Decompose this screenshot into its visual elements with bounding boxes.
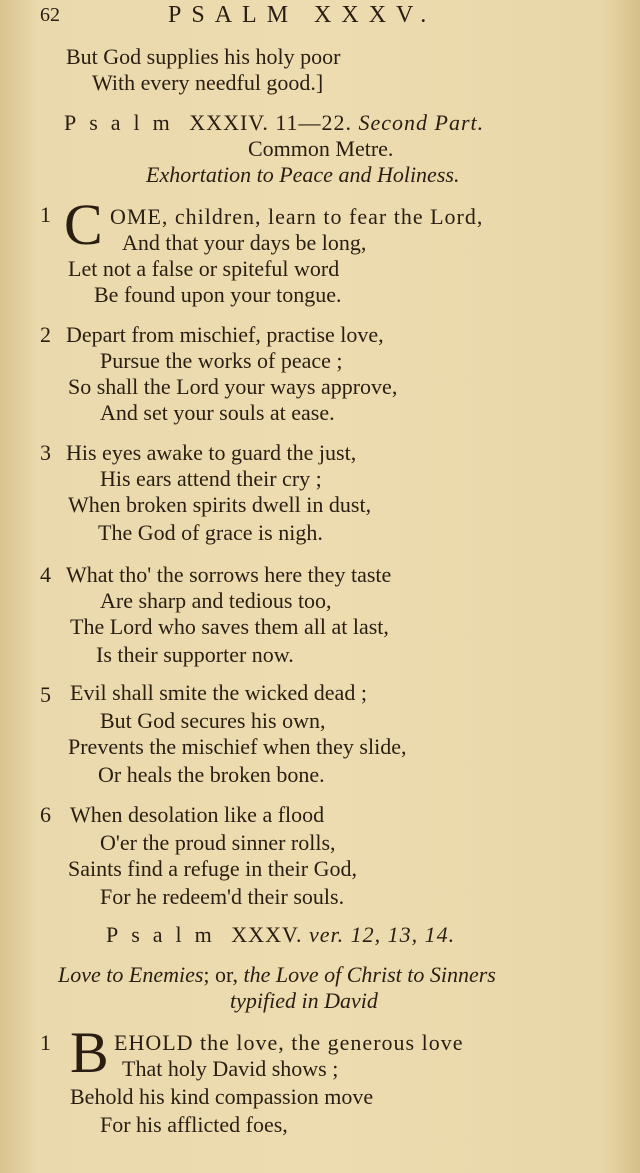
psalm-subject [58,962,496,988]
drop-cap: C [64,192,103,257]
verse-line: And set your souls at ease. [100,400,335,425]
verse-number: 1 [40,1030,51,1055]
verse-line: EHOLD the love, the generous love [114,1030,464,1055]
verse-line: His ears attend their cry ; [100,466,322,491]
verse-line: Saints find a refuge in their God, [68,856,357,881]
verse-line: Are sharp and tedious too, [100,588,332,613]
verse-line: That holy David shows ; [122,1056,339,1081]
psalm-word: Psalm [64,110,183,135]
psalm-subject-cont: typified in David [230,988,378,1013]
psalm-metre: Common Metre. [248,136,394,161]
verse-line: When broken spirits dwell in dust, [68,492,372,517]
psalm-subject: Exhortation to Peace and Holiness. [146,162,460,187]
verse-line: The God of grace is nigh. [98,520,323,545]
verse-number: 3 [40,440,51,465]
verse-line: Be found upon your tongue. [94,282,342,307]
verse-line: Depart from mischief, practise love, [66,322,384,347]
verse-line: Prevents the mischief when they slide, [68,734,407,759]
psalm-number: XXXV. [231,922,303,947]
drop-cap: B [70,1020,109,1085]
psalm-34-title [64,110,484,136]
verse-line: OME, children, learn to fear the Lord, [110,204,484,229]
verse-number: 6 [40,802,51,827]
verse-line: His eyes awake to guard the just, [66,440,357,465]
psalm-35-title [106,922,455,948]
running-head: PSALM XXXV. [168,2,437,28]
psalm-word: Psalm [106,922,225,947]
verse-number: 2 [40,322,51,347]
psalm-part: Second Part. [358,110,485,135]
verse-number: 4 [40,562,51,587]
verse-line: For his afflicted foes, [100,1112,288,1137]
prev-psalm-line: With every needful good.] [92,70,324,95]
verse-line: Pursue the works of peace ; [100,348,343,373]
page-header [40,2,630,32]
verse-line: Evil shall smite the wicked dead ; [70,680,367,705]
verse-line: Is their supporter now. [96,642,294,667]
verse-line: The Lord who saves them all at last, [70,614,389,639]
verse-line: When desolation like a flood [70,802,325,827]
subject-part: ; or, [203,962,238,987]
verse-line: O'er the proud sinner rolls, [100,830,336,855]
verse-line: So shall the Lord your ways approve, [68,374,398,399]
verse-line: Behold his kind compassion move [70,1084,374,1109]
psalm-verses: ver. 12, 13, 14. [309,922,456,947]
prev-psalm-line: But God supplies his holy poor [66,44,341,69]
verse-line: But God secures his own, [100,708,326,733]
subject-part: Love to Enemies [58,962,204,987]
verse-line: For he redeem'd their souls. [100,884,345,909]
verse-number: 1 [40,202,51,227]
verse-line: And that your days be long, [122,230,367,255]
verse-line: Let not a false or spiteful word [68,256,340,281]
page-number: 62 [40,4,60,26]
psalm-number: XXXIV. 11—22. [189,110,353,135]
verse-line: Or heals the broken bone. [98,762,325,787]
subject-part: the Love of Christ to Sinners [243,962,496,987]
verse-line: What tho' the sorrows here they taste [66,562,392,587]
verse-number: 5 [40,682,51,707]
